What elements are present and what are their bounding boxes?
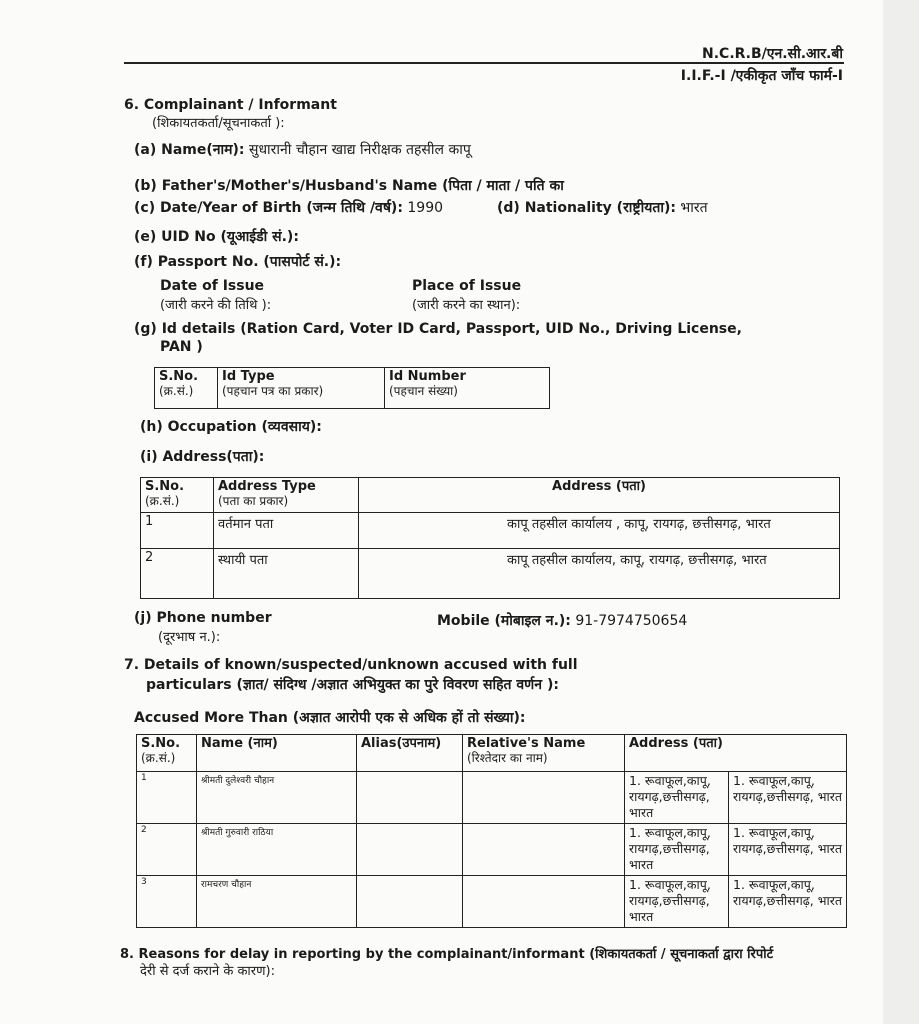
dob-label: (c) Date/Year of Birth (जन्म तिथि /वर्ष): (134, 200, 403, 216)
addr-col-type: Address Type (पता का प्रकार) (214, 478, 359, 513)
section7-title-2: particulars (ज्ञात/ संदिग्ध /अज्ञात अभियुक्त का पुरे विवरण सहित वर्णन ): (146, 677, 559, 693)
table-row (137, 772, 847, 824)
header-ncrb: N.C.R.B/एन.सी.आर.बी (702, 46, 843, 62)
mobile-row (437, 611, 687, 630)
name-label: (a) Name(नाम): (134, 142, 245, 158)
page-edge (883, 0, 919, 1024)
date-of-issue-label: Date of Issue (160, 278, 265, 294)
section6-title-hi: (शिकायतकर्ता/सूचनाकर्ता ): (152, 116, 285, 131)
acc-row1-addr2: 1. रूवाफूल,कापू, रायगढ़,छत्तीसगढ़, भारत (729, 772, 847, 824)
uid-label: (e) UID No (यूआईडी सं.): (134, 229, 299, 245)
id-col-sno: S.No. (क्र.सं.) (155, 368, 218, 409)
addr-row2-sno: 2 (141, 549, 214, 599)
acc-row3-sno: 3 (137, 876, 197, 928)
acc-row1-addr1: 1. रूवाफूल,कापू, रायगढ़,छत्तीसगढ़, भारत (625, 772, 729, 824)
header-rule (124, 62, 844, 64)
acc-row1-alias (357, 772, 463, 824)
dob-value: 1990 (407, 200, 444, 216)
id-details-label-2: PAN ) (160, 339, 203, 355)
address-table (140, 477, 840, 599)
header-iif: I.I.F.-I /एकीकृत जाँच फार्म-I (680, 68, 843, 84)
phone-label: (j) Phone number (134, 610, 272, 626)
table-row (141, 478, 840, 513)
dob-row (134, 198, 443, 217)
section8-title: 8. Reasons for delay in reporting by the complainant/informant (शिकायतकर्ता / सूचनाकर्ता द्वारा रिपोर्ट (120, 947, 774, 962)
addr-col-address: Address (पता) (359, 478, 840, 513)
table-row (141, 513, 840, 549)
acc-row2-addr2: 1. रूवाफूल,कापू, रायगढ़,छत्तीसगढ़, भारत (729, 824, 847, 876)
acc-row2-addr1: 1. रूवाफूल,कापू, रायगढ़,छत्तीसगढ़, भारत (625, 824, 729, 876)
acc-col-name: Name (नाम) (197, 735, 357, 772)
addr-row2-type: स्थायी पता (214, 549, 359, 599)
date-of-issue-label-hi: (जारी करने की तिथि ): (160, 298, 272, 313)
acc-col-sno: S.No. (क्र.सं.) (137, 735, 197, 772)
section6-title: 6. Complainant / Informant (124, 97, 337, 113)
nationality-label: (d) Nationality (राष्ट्रीयता): (497, 200, 676, 216)
table-row (137, 876, 847, 928)
occupation-label: (h) Occupation (व्यवसाय): (140, 419, 322, 435)
addr-row1-sno: 1 (141, 513, 214, 549)
acc-row2-sno: 2 (137, 824, 197, 876)
father-name-label: (b) Father's/Mother's/Husband's Name (पिता / माता / पति का (134, 178, 564, 194)
id-details-table (154, 367, 550, 409)
acc-col-alias: Alias(उपनाम) (357, 735, 463, 772)
table-row (137, 735, 847, 772)
acc-row3-alias (357, 876, 463, 928)
acc-row1-sno: 1 (137, 772, 197, 824)
acc-col-address: Address (पता) (625, 735, 847, 772)
mobile-label: Mobile (मोबाइल न.): (437, 613, 571, 629)
addr-row1-address: कापू तहसील कार्यालय , कापू, रायगढ़, छत्तीसगढ़, भारत (359, 513, 840, 549)
name-row (134, 140, 471, 159)
acc-row1-relative (463, 772, 625, 824)
phone-label-hi: (दूरभाष न.): (158, 630, 221, 645)
acc-col-relative: Relative's Name (रिश्तेदार का नाम) (463, 735, 625, 772)
table-row (137, 824, 847, 876)
id-col-number: Id Number (पहचान संख्या) (385, 368, 550, 409)
place-of-issue-label: Place of Issue (412, 278, 522, 294)
mobile-value: 91-7974750654 (575, 613, 688, 629)
acc-row2-alias (357, 824, 463, 876)
nationality-row (497, 198, 708, 217)
addr-row2-address: कापू तहसील कार्यालय, कापू, रायगढ़, छत्तीसगढ़, भारत (359, 549, 840, 599)
acc-row3-addr1: 1. रूवाफूल,कापू, रायगढ़,छत्तीसगढ़, भारत (625, 876, 729, 928)
address-label: (i) Address(पता): (140, 449, 265, 465)
section8-title-2: देरी से दर्ज कराने के कारण): (140, 964, 275, 979)
table-row (141, 549, 840, 599)
name-value: सुधारानी चौहान खाद्य निरीक्षक तहसील कापू (248, 142, 471, 158)
addr-row1-type: वर्तमान पता (214, 513, 359, 549)
nationality-value: भारत (680, 200, 708, 216)
acc-row3-relative (463, 876, 625, 928)
acc-row3-name: रामचरण चौहान (197, 876, 357, 928)
passport-label: (f) Passport No. (पासपोर्ट सं.): (134, 254, 342, 270)
acc-row2-relative (463, 824, 625, 876)
accused-more-than-label: Accused More Than (अज्ञात आरोपी एक से अधिक हों तो संख्या): (134, 710, 526, 726)
acc-row1-name: श्रीमती दुलेश्वरी चौहान (197, 772, 357, 824)
accused-table (136, 734, 847, 928)
table-row (155, 368, 550, 409)
id-col-type: Id Type (पहचान पत्र का प्रकार) (218, 368, 385, 409)
acc-row2-name: श्रीमती गुरुवारी राठिया (197, 824, 357, 876)
section7-title: 7. Details of known/suspected/unknown accused with full (124, 657, 578, 673)
place-of-issue-label-hi: (जारी करने का स्थान): (412, 298, 521, 313)
acc-row3-addr2: 1. रूवाफूल,कापू, रायगढ़,छत्तीसगढ़, भारत (729, 876, 847, 928)
addr-col-sno: S.No. (क्र.सं.) (141, 478, 214, 513)
id-details-label: (g) Id details (Ration Card, Voter ID Card, Passport, UID No., Driving License, (134, 321, 742, 337)
